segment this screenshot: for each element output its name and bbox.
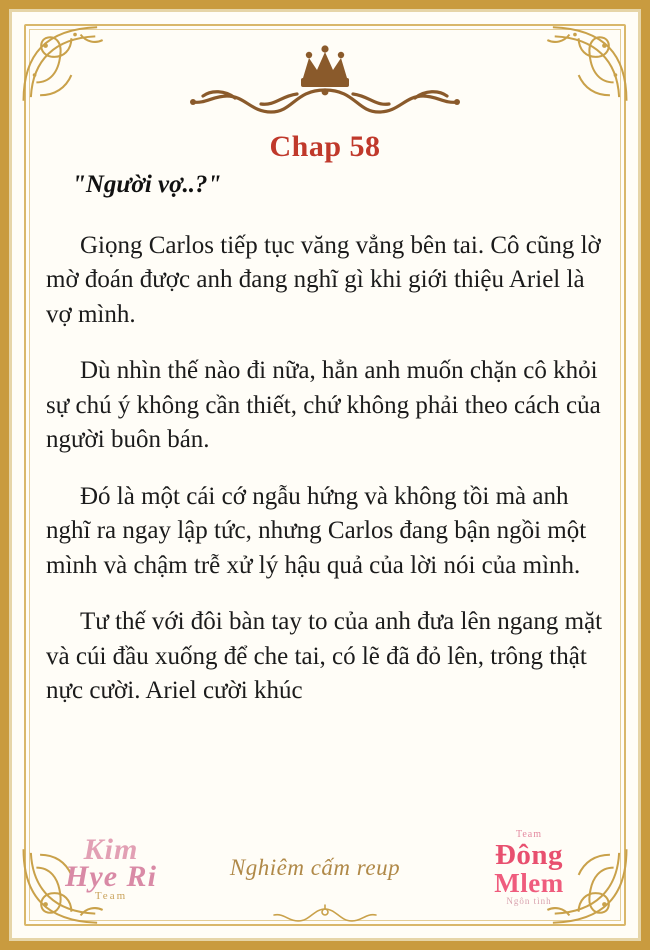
watermark-left-line3: Team <box>94 889 128 902</box>
paragraph: Đó là một cái cớ ngẫu hứng và không tồi mà anh nghĩ ra ngay lập tức, nhưng Carlos đang bận ngồi một mình và chậm trễ xử lý hậu quả của lời nói của mình. <box>46 482 587 579</box>
chapter-body <box>46 168 610 820</box>
watermark-right-top: Team <box>515 829 543 841</box>
watermark-right-line2: Mlem <box>494 867 564 898</box>
watermark-left-line2: Hye Ri <box>65 860 157 894</box>
page-title: Chap 58 <box>269 130 381 163</box>
watermark-right-sub: Ngôn tình <box>506 895 552 906</box>
paragraph: Dù nhìn thế nào đi nữa, hẳn anh muốn chặn cô khỏi sự chú ý không cần thiết, chứ không phải theo cách của người buôn bán. <box>46 357 601 453</box>
watermark-center-notice: Nghiêm cấm reup <box>229 854 401 880</box>
dialogue-quote: "Người vợ..?" <box>72 171 222 198</box>
watermark-left-line1: Kim <box>83 832 139 866</box>
paragraph: Tư thế với đôi bàn tay to của anh đưa lên ngang mặt và cúi đầu xuống để che tai, có lẽ đã đỏ lên, trông thật nực cười. Ariel cười khúc <box>46 608 603 704</box>
paragraph: Giọng Carlos tiếp tục văng vẳng bên tai. Cô cũng lờ mờ đoán được anh đang nghĩ gì khi giới thiệu Ariel là vợ mình. <box>46 231 601 328</box>
watermark-right-line1: Đông <box>494 838 564 871</box>
